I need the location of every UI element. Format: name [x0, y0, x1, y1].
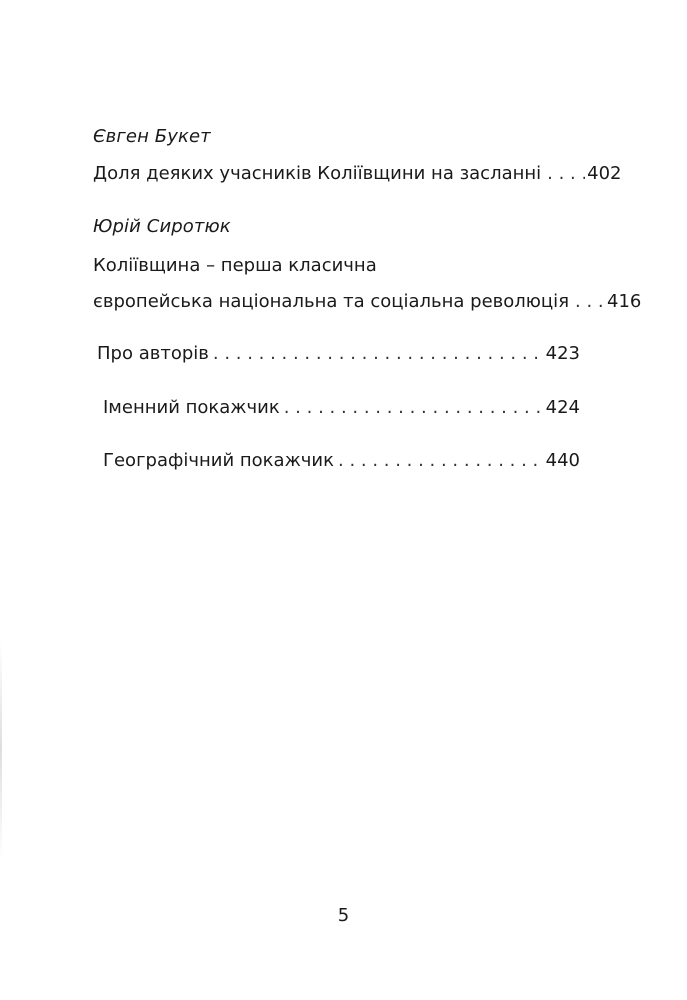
toc-entry[interactable] — [97, 343, 580, 365]
toc-entry-page-number: 423 — [545, 343, 580, 364]
toc-entry-title: Про авторів — [97, 343, 209, 364]
toc-entry-page-number: 416 — [607, 291, 642, 312]
dot-leader — [284, 397, 544, 419]
toc-entry-title: Доля деяких учасників Коліївщини на засланні — [93, 163, 542, 184]
dot-leader — [213, 343, 544, 365]
dot-leader — [575, 291, 605, 313]
toc-entry-title: Іменний покажчик — [103, 397, 280, 418]
dot-leader — [338, 450, 544, 472]
toc-entry[interactable] — [93, 291, 642, 313]
scan-edge-shadow — [0, 640, 2, 860]
toc-entry[interactable] — [93, 163, 622, 185]
toc-entry-page-number: 402 — [587, 163, 622, 184]
dot-leader — [547, 163, 585, 185]
toc-entry[interactable] — [103, 450, 580, 472]
page-number: 5 — [337, 905, 350, 926]
toc-entry[interactable] — [103, 397, 580, 419]
toc-entry-title-part: Коліївщина – перша класична — [93, 255, 377, 276]
toc-entry-title: Географічний покажчик — [103, 450, 334, 471]
toc-entry-title-line — [93, 255, 580, 277]
toc-entry-page-number: 440 — [545, 450, 580, 471]
toc-entry-page-number: 424 — [545, 397, 580, 418]
toc-author-name: Євген Букет — [93, 126, 211, 147]
toc-author-name: Юрій Сиротюк — [93, 216, 231, 237]
toc-entry-title: європейська національна та соціальна революція — [93, 291, 570, 312]
